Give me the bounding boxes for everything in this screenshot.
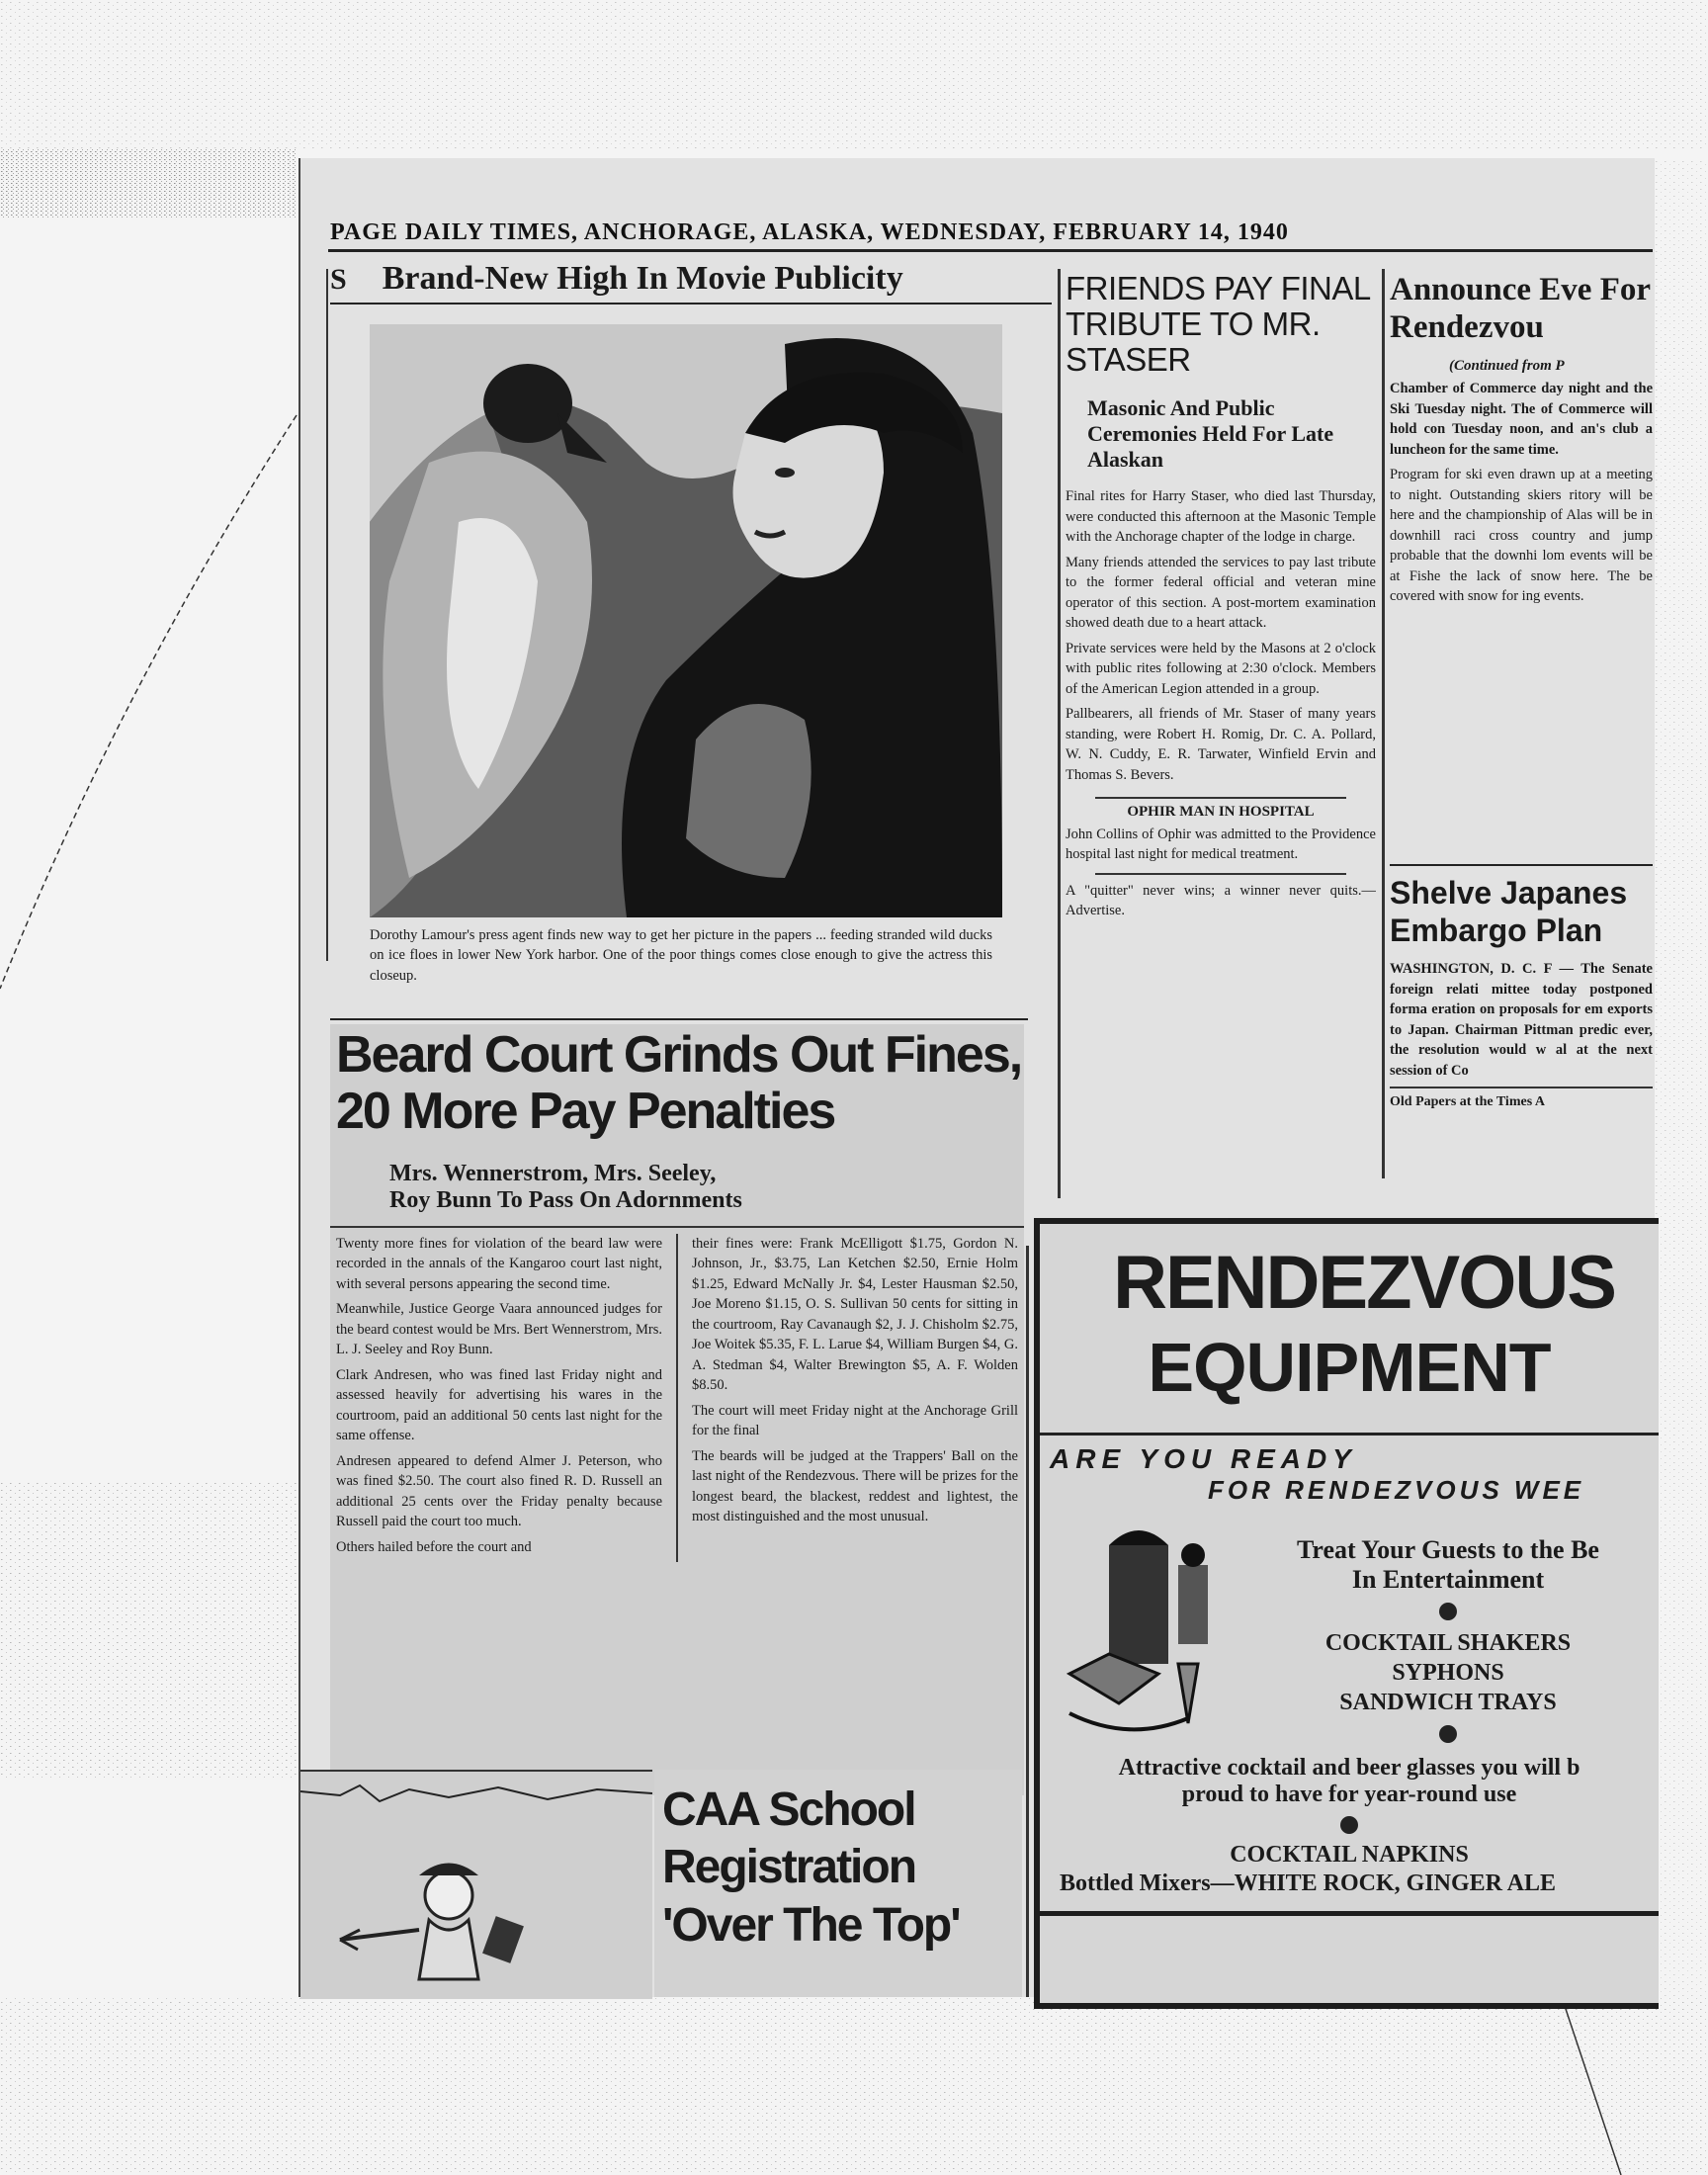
section-rule [1390, 864, 1653, 866]
ophir-brief: John Collins of Ophir was admitted to the Providence hospital last night for medical treatment. [1066, 826, 1376, 863]
beard-paragraph: Clark Andresen, who was fined last Friday night and assessed heavily for advertising his wares in the courtroom, paid an additional 50 cents last night for the same offense. [336, 1366, 663, 1444]
events-article [1390, 271, 1653, 884]
section-mark: S [330, 263, 347, 296]
japan-text: WASHINGTON, D. C. F — The Senate foreign relati mittee today postponed forma eration on proposals for em exports to Japan. Chairman Pittman predic ever, the resolution would w al at the next session of Co [1390, 961, 1653, 1079]
staser-subhead: Masonic And Public Ceremonies Held For Late Alaskan [1087, 395, 1334, 472]
beard-paragraph: their fines were: Frank McElligott $1.75, Gordon N. Johnson, Jr., $3.75, Lan Ketchen $2.50, Ernie Holm $1.25, Edward McNally Jr. $4, Lester Hausman $2.50, Joe Moreno $1.15, O. S. Sullivan 50 cents for sitting in the courtroom, Ray Cavanaugh $2, J. J. Chisholm $2.75, Joe Woitek $5.35, F. L. Larue $4, William Burgen $4, G. A. Stedman $4, Walter Brewington $5, A. F. Wolden $8.50. [691, 1235, 1018, 1394]
staser-paragraph: Private services were held by the Masons at 2 o'clock with public rites following at 2:30 o'clock. Members of the American Legion attended in a group. [1066, 640, 1376, 697]
japan-article [1390, 874, 1653, 1200]
bullet-icon [1439, 1725, 1457, 1743]
bullet-icon [1439, 1603, 1457, 1620]
beard-subhead: Roy Bunn To Pass On Adornments [389, 1187, 742, 1214]
section-rule [330, 1018, 1028, 1020]
japan-headline: Shelve Japanes Embargo Plan [1390, 875, 1628, 948]
events-headline: Announce Eve For Rendezvou [1390, 272, 1651, 345]
filler-line: A "quitter" never wins; a winner never quits.—Advertise. [1066, 882, 1376, 919]
ad-item: COCKTAIL SHAKERS [1324, 1630, 1572, 1656]
staser-paragraph: Final rites for Harry Staser, who died last Thursday, were conducted this afternoon at the Masonic Temple with the Anchorage chapter of the lodge in charge. [1066, 488, 1376, 545]
masthead-rule [328, 249, 1653, 252]
ad-guests: In Entertainment [1351, 1565, 1545, 1594]
caa-headline: CAA School [662, 1784, 915, 1836]
caa-headline: Registration [662, 1841, 916, 1894]
ad-mixers: Bottled Mixers—WHITE ROCK, GINGER ALE [1060, 1870, 1557, 1896]
cocktail-shaker-illustration [1050, 1516, 1238, 1743]
dateline: PAGE DAILY TIMES, ANCHORAGE, ALASKA, WEDNESDAY, FEBRUARY 14, 1940 [330, 219, 1289, 245]
beard-right-column [692, 1234, 1018, 1563]
continued-line: (Continued from P [1449, 358, 1565, 374]
photo-headline: Brand-New High In Movie Publicity [382, 261, 903, 297]
ad-item: SANDWICH TRAYS [1339, 1690, 1557, 1715]
beard-headline: Beard Court Grinds Out Fines, [336, 1026, 1022, 1084]
beard-subhead: Mrs. Wennerstrom, Mrs. Seeley, [389, 1161, 717, 1187]
ad-glasses: Attractive cocktail and beer glasses you will b [1118, 1755, 1580, 1781]
staser-headline: FRIENDS PAY FINAL TRIBUTE TO MR. STASER [1066, 271, 1370, 378]
ad-glasses: proud to have for year-round use [1181, 1782, 1517, 1807]
beard-paragraph: Others hailed before the court and [336, 1538, 532, 1555]
news-photo [370, 324, 1002, 917]
caa-headline: 'Over The Top' [662, 1898, 960, 1952]
ad-title: EQUIPMENT [1148, 1329, 1551, 1406]
events-paragraph: Chamber of Commerce day night and the Ski Tuesday night. The of Commerce will hold con Tuesday noon, and an's club a luncheon for the same time. [1390, 381, 1653, 458]
staser-article [1066, 271, 1376, 1200]
caa-article [654, 1770, 1022, 1997]
beard-left-column [336, 1234, 662, 1563]
filler-line: Old Papers at the Times A [1390, 1094, 1545, 1109]
ophir-headline: OPHIR MAN IN HOSPITAL [1127, 804, 1315, 820]
beard-paragraph: The court will meet Friday night at the Anchorage Grill for the final [691, 1402, 1018, 1439]
beard-paragraph: The beards will be judged at the Trappers' Ball on the last night of the Rendezvous. There will be prizes for the longest beard, the blackest, reddest and lightest, the most distinguished and the most unusual. [691, 1447, 1018, 1525]
cartoon-panel [300, 1770, 652, 1999]
bullet-icon [1340, 1816, 1358, 1834]
column-rule [1382, 269, 1385, 1178]
events-paragraph: Program for ski even drawn up at a meeting to night. Outstanding skiers ritory will be here and the championship of Alas will be in downhill raci cross country and jump probable that the downhi lom events will be at Fishe the lack of snow here. The be covered with snow for ing events. [1390, 467, 1653, 604]
beard-headline: 20 More Pay Penalties [336, 1082, 835, 1140]
beard-paragraph: Andresen appeared to defend Almer J. Peterson, who was fined $2.50. The court also fined R. D. Russell an additional 25 cents over the Friday penalty because Russell paid the court too much. [336, 1452, 663, 1530]
photo-caption: Dorothy Lamour's press agent finds new way to get her picture in the papers ... feeding stranded wild ducks on ice floes in lower New York harbor. One of the poor things comes close enough to give the actress this closeup. [370, 926, 992, 984]
cartoon-illustration [300, 1772, 652, 1999]
ad-guests: Treat Your Guests to the Be [1297, 1535, 1599, 1564]
rendezvous-ad [1034, 1218, 1659, 2009]
ad-napkins: COCKTAIL NAPKINS [1230, 1842, 1469, 1868]
ad-item: SYPHONS [1392, 1660, 1504, 1686]
ad-ready: FOR RENDEZVOUS WEE [1208, 1475, 1585, 1505]
ad-title: RENDEZVOUS [1113, 1241, 1615, 1325]
column-rule [1026, 1246, 1029, 1997]
beard-article [330, 1024, 1024, 1795]
photo-story [330, 261, 1052, 1012]
column-rule [326, 269, 328, 961]
ad-ready: ARE YOU READY [1050, 1443, 1357, 1474]
staser-paragraph: Many friends attended the services to pay last tribute to the former federal official and veteran mine operator of this section. A post-mortem examination showed death due to a heart attack. [1066, 554, 1376, 631]
beard-paragraph: Meanwhile, Justice George Vaara announced judges for the beard contest would be Mrs. Bert Wennerstrom, Mrs. L. J. Seeley and Roy Bunn. [336, 1301, 663, 1358]
staser-paragraph: Pallbearers, all friends of Mr. Staser of many years standing, were Robert H. Romig, Dr. C. A. Pollard, W. N. Cuddy, E. R. Tarwater, Winfield Ervin and Thomas S. Bevers. [1066, 706, 1376, 783]
column-rule [1058, 269, 1061, 1198]
beard-paragraph: Twenty more fines for violation of the beard law were recorded in the annals of the Kangaroo court last night, with several persons appearing the second time. [336, 1235, 663, 1292]
